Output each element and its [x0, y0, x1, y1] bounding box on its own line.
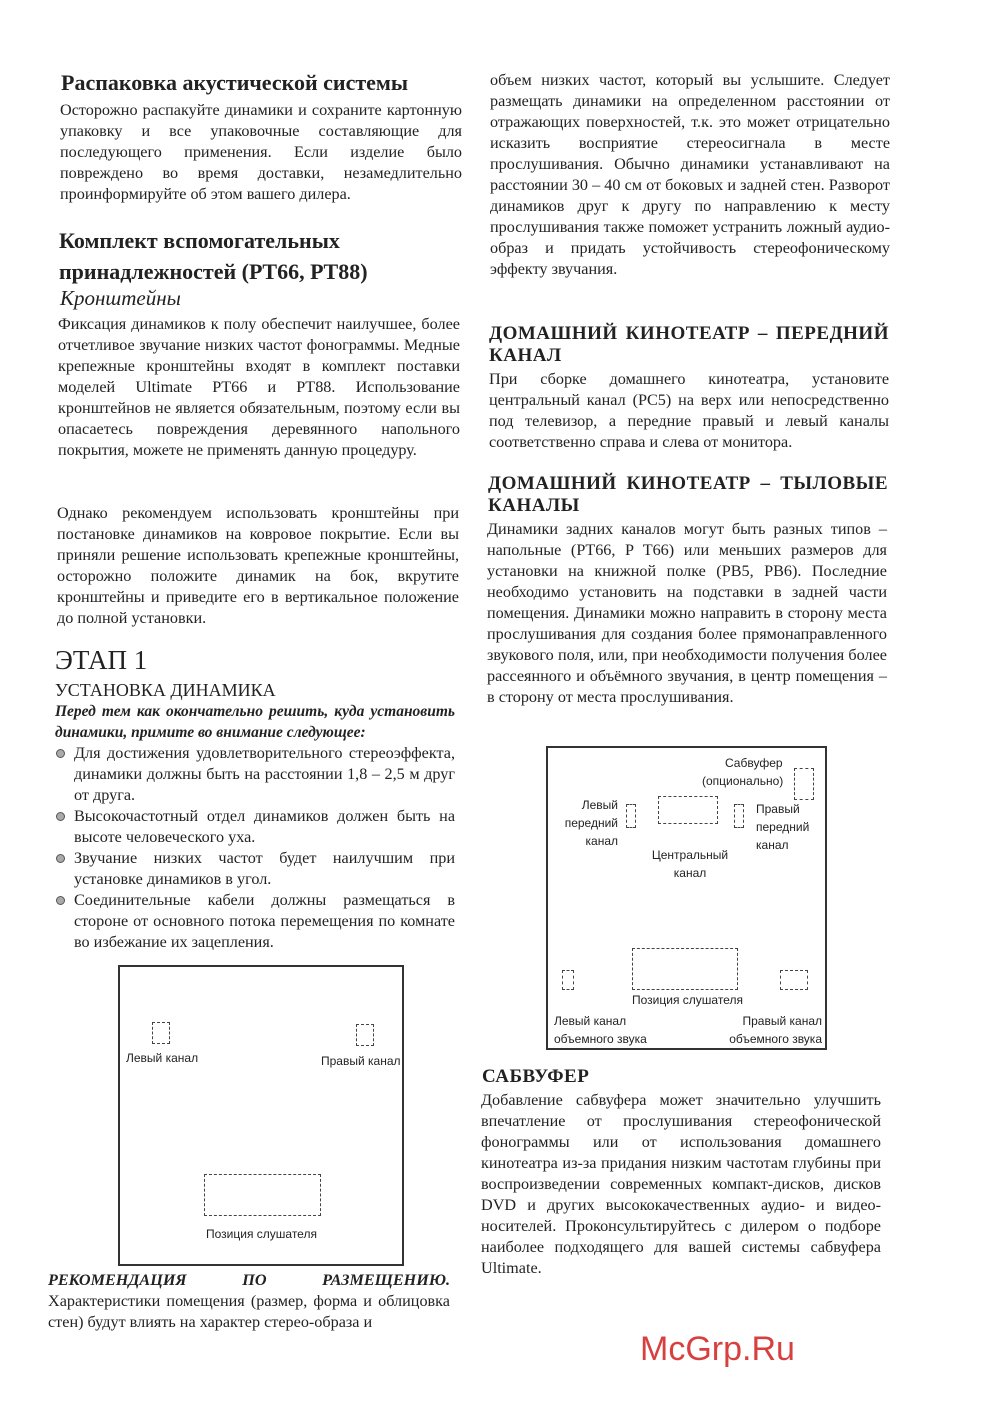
- right-front-speaker-icon: [734, 804, 744, 828]
- right-surround-label: Правый канал объемного звука: [729, 1014, 822, 1046]
- right-front-label: Правый передний канал: [756, 802, 810, 852]
- left-channel-label: Левый канал: [126, 1051, 199, 1065]
- optional-label: (опционально): [702, 774, 784, 788]
- bullet-text: Высокочастотный отдел динамиков должен быть на высоте человеческого уха.: [74, 807, 455, 846]
- subwoofer-title: САБВУФЕР: [482, 1066, 590, 1087]
- tv-center-icon: [658, 796, 718, 824]
- bullet-item: [55, 806, 455, 848]
- listener-label: Позиция слушателя: [206, 1227, 317, 1241]
- left-surround-icon: [562, 970, 574, 990]
- rear-channel-text: Динамики задних каналов могут быть разных типов – напольные (PT66, P T66) или меньших размеров для установки на книжной полке (PB5, PB6). Последние необходимо установить на подставки в задней части помещения. Динамики можно направить в сторону места прослушивания для создания более прямонаправленного звукового поля, или, при необходимости получения более рассеянного и объёмного звучания, в центр помещения – в сторону от места прослушивания.: [487, 520, 887, 706]
- left-speaker-icon: [152, 1022, 170, 1044]
- home-theater-diagram: [546, 746, 827, 1050]
- accessories-title: Комплект вспомогательных принадлежностей (PT66, PT88): [59, 228, 368, 284]
- bullet-item: [55, 848, 455, 890]
- bullet-icon: [56, 812, 65, 821]
- listener-label: Позиция слушателя: [632, 993, 743, 1007]
- right-speaker-icon: [356, 1024, 374, 1046]
- unpack-title: Распаковка акустической системы: [61, 70, 409, 95]
- stereo-placement-diagram: [118, 965, 404, 1266]
- left-surround-label: Левый канал объемного звука: [554, 1014, 647, 1046]
- unpack-text: Осторожно распакуйте динамики и сохраните картонную упаковку и все упаковочные составляющие для последующего применения. Если изделие было повреждено во время доставки, незамедлительно проинформируйте об этом вашего дилера.: [60, 101, 462, 203]
- center-label: Центральный канал: [651, 848, 729, 880]
- right-surround-icon: [780, 970, 808, 990]
- front-channel-title: ДОМАШНИЙ КИНОТЕАТР – ПЕРЕДНИЙ КАНАЛ: [489, 323, 889, 366]
- step-intro: Перед тем как окончательно решить, куда установить динамики, примите во внимание следующее:: [55, 703, 455, 741]
- listener-sofa-icon: [204, 1174, 321, 1216]
- bullet-item: [55, 743, 455, 806]
- subwoofer-icon: [794, 768, 814, 800]
- step-title: ЭТАП 1: [55, 645, 148, 675]
- bullet-text: Для достижения удовлетворительного стереоэффекта, динамики должны быть на расстоянии 1,8 – 2,5 м друг от друга.: [74, 744, 455, 804]
- recommend-body: Характеристики помещения (размер, форма и облицовка стен) будут влиять на характер стерео-образа и: [48, 1292, 450, 1331]
- brackets-text-1: Фиксация динамиков к полу обеспечит наилучшее, более отчетливое звучание низких частот фонограммы. Медные крепежные кронштейны входят в комплект поставки моделей Ultimate PT66 и PT88. Использование кронштейнов не является обязательным, поэтому если вы опасаетесь повреждения деревянного напольного покрытия, можете не применять данную процедуру.: [58, 315, 460, 459]
- bullet-icon: [56, 896, 65, 905]
- left-front-speaker-icon: [626, 804, 636, 828]
- step-subtitle: УСТАНОВКА ДИНАМИКА: [55, 680, 276, 700]
- right-channel-label: Правый канал: [321, 1054, 401, 1068]
- bullet-icon: [56, 854, 65, 863]
- front-channel-text: При сборке домашнего кинотеатра, установите центральный канал (PC5) на верх или непосредственно под телевизор, а передние правый и левый каналы соответственно справа и слева от монитора.: [489, 370, 889, 451]
- bullet-icon: [56, 749, 65, 758]
- watermark-logo: McGrp.Ru: [640, 1330, 795, 1368]
- left-front-label: Левый передний канал: [564, 798, 618, 848]
- step-bullets: [55, 743, 455, 953]
- recommend-title: РЕКОМЕНДАЦИЯ ПО РАЗМЕЩЕНИЮ.: [48, 1271, 450, 1289]
- continued-text: объем низких частот, который вы услышите. Следует размещать динамики на определенном расстоянии от отражающих поверхностей, т.к. это может отрицательно исказить восприятие стереосигнала в месте прослушивания. Обычно динамики устанавливают на расстоянии 30 – 40 см от боковых и задней стен. Разворот динамиков друг к другу по направлению к месту прослушивания также поможет устранить ложный аудио-образ и придать устойчивость стереофоническому эффекту звучания.: [490, 71, 890, 278]
- bullet-text: Звучание низких частот будет наилучшим при установке динамиков в угол.: [74, 849, 455, 888]
- rear-channel-title: ДОМАШНИЙ КИНОТЕАТР – ТЫЛОВЫЕ КАНАЛЫ: [488, 473, 888, 516]
- brackets-text-2: Однако рекомендуем использовать кронштейны при постановке динамиков на ковровое покрытие. Если вы приняли решение использовать крепежные кронштейны, осторожно положите динамик на бок, вкрутите кронштейны и приведите его в вертикальное положение до полной установки.: [57, 504, 459, 627]
- listener-sofa-icon: [632, 948, 738, 990]
- brackets-subtitle: Кронштейны: [60, 286, 181, 310]
- subwoofer-label: Сабвуфер: [725, 756, 783, 770]
- bullet-text: Соединительные кабели должны размещаться в стороне от основного потока перемещения по комнате во избежание их зацепления.: [74, 891, 455, 951]
- subwoofer-text: Добавление сабвуфера может значительно улучшить впечатление от прослушивания стереофонической фонограммы или от использования домашнего кинотеатра из-за придания низким частотам глубины при воспроизведении современных компакт-дисков, дисков DVD и других высококачественных аудио- и видео-носителей. Проконсультируйтесь с дилером о подборе наиболее подходящего для вашей системы сабвуфера Ultimate.: [481, 1091, 881, 1277]
- bullet-item: [55, 890, 455, 953]
- recommend-text: [48, 1270, 450, 1333]
